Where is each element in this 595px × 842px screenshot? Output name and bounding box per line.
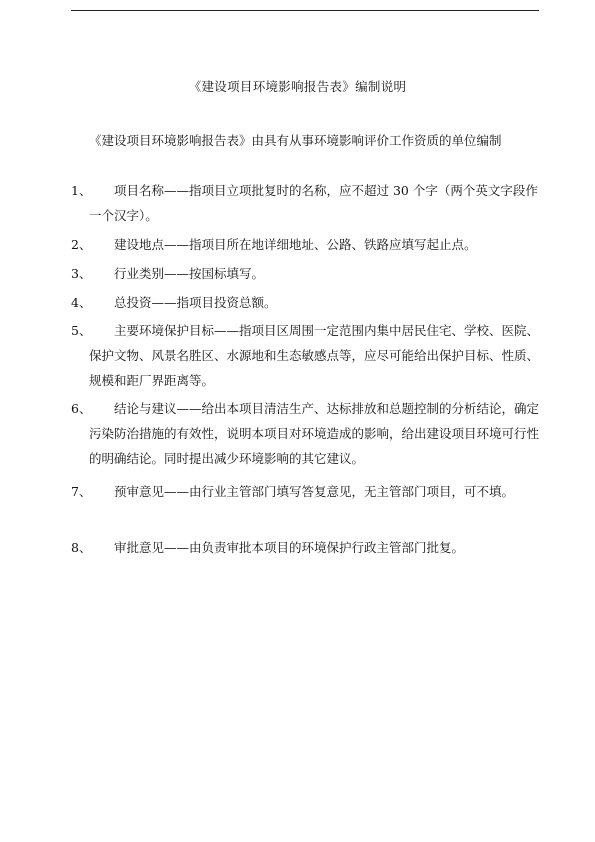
item-text: 行业类别——按国标填写。	[114, 266, 265, 281]
item-text: 结论与建议——给出本项目清洁生产、达标排放和总题控制的分析结论，确定污染防治措施的有效性，说明本项目对环境造成的影响，给出建设项目环境可行性的明确结论。同时提出减少环境影响的其它建议。	[89, 401, 540, 466]
intro-paragraph: 《建设项目环境影响报告表》由具有从事环境影响评价工作资质的单位编制	[89, 133, 502, 148]
item-number: 7、	[71, 484, 92, 499]
item-text: 审批意见——由负责审批本项目的环境保护行政主管部门批复。	[114, 540, 465, 555]
list-item	[71, 396, 541, 471]
item-number: 6、	[71, 401, 92, 416]
item-text: 建设地点——指项目所在地详细地址、公路、铁路应填写起止点。	[114, 237, 477, 252]
item-number: 3、	[71, 266, 92, 281]
list-item	[71, 479, 541, 504]
item-number: 4、	[71, 295, 92, 310]
list-item	[71, 178, 541, 228]
list-item	[71, 261, 541, 286]
list-item	[71, 535, 541, 560]
list-item	[71, 232, 541, 257]
header-rule	[71, 10, 539, 11]
list-item	[71, 290, 541, 315]
list-item	[71, 318, 541, 393]
item-number: 1、	[71, 183, 92, 198]
item-number: 8、	[71, 540, 92, 555]
item-number: 5、	[71, 323, 92, 338]
item-text: 预审意见——由行业主管部门填写答复意见，无主管部门项目，可不填。	[114, 484, 515, 499]
item-text: 总投资——指项目投资总额。	[114, 295, 277, 310]
item-text: 项目名称——指项目立项批复时的名称，应不超过 30 个字（两个英文字段作一个汉字）。	[89, 183, 538, 223]
item-number: 2、	[71, 237, 92, 252]
page-title: 《建设项目环境影响报告表》编制说明	[188, 79, 407, 94]
item-text: 主要环境保护目标——指项目区周围一定范围内集中居民住宅、学校、医院、保护文物、风景名胜区、水源地和生态敏感点等，应尽可能给出保护目标、性质、规模和距厂界距离等。	[89, 323, 540, 388]
